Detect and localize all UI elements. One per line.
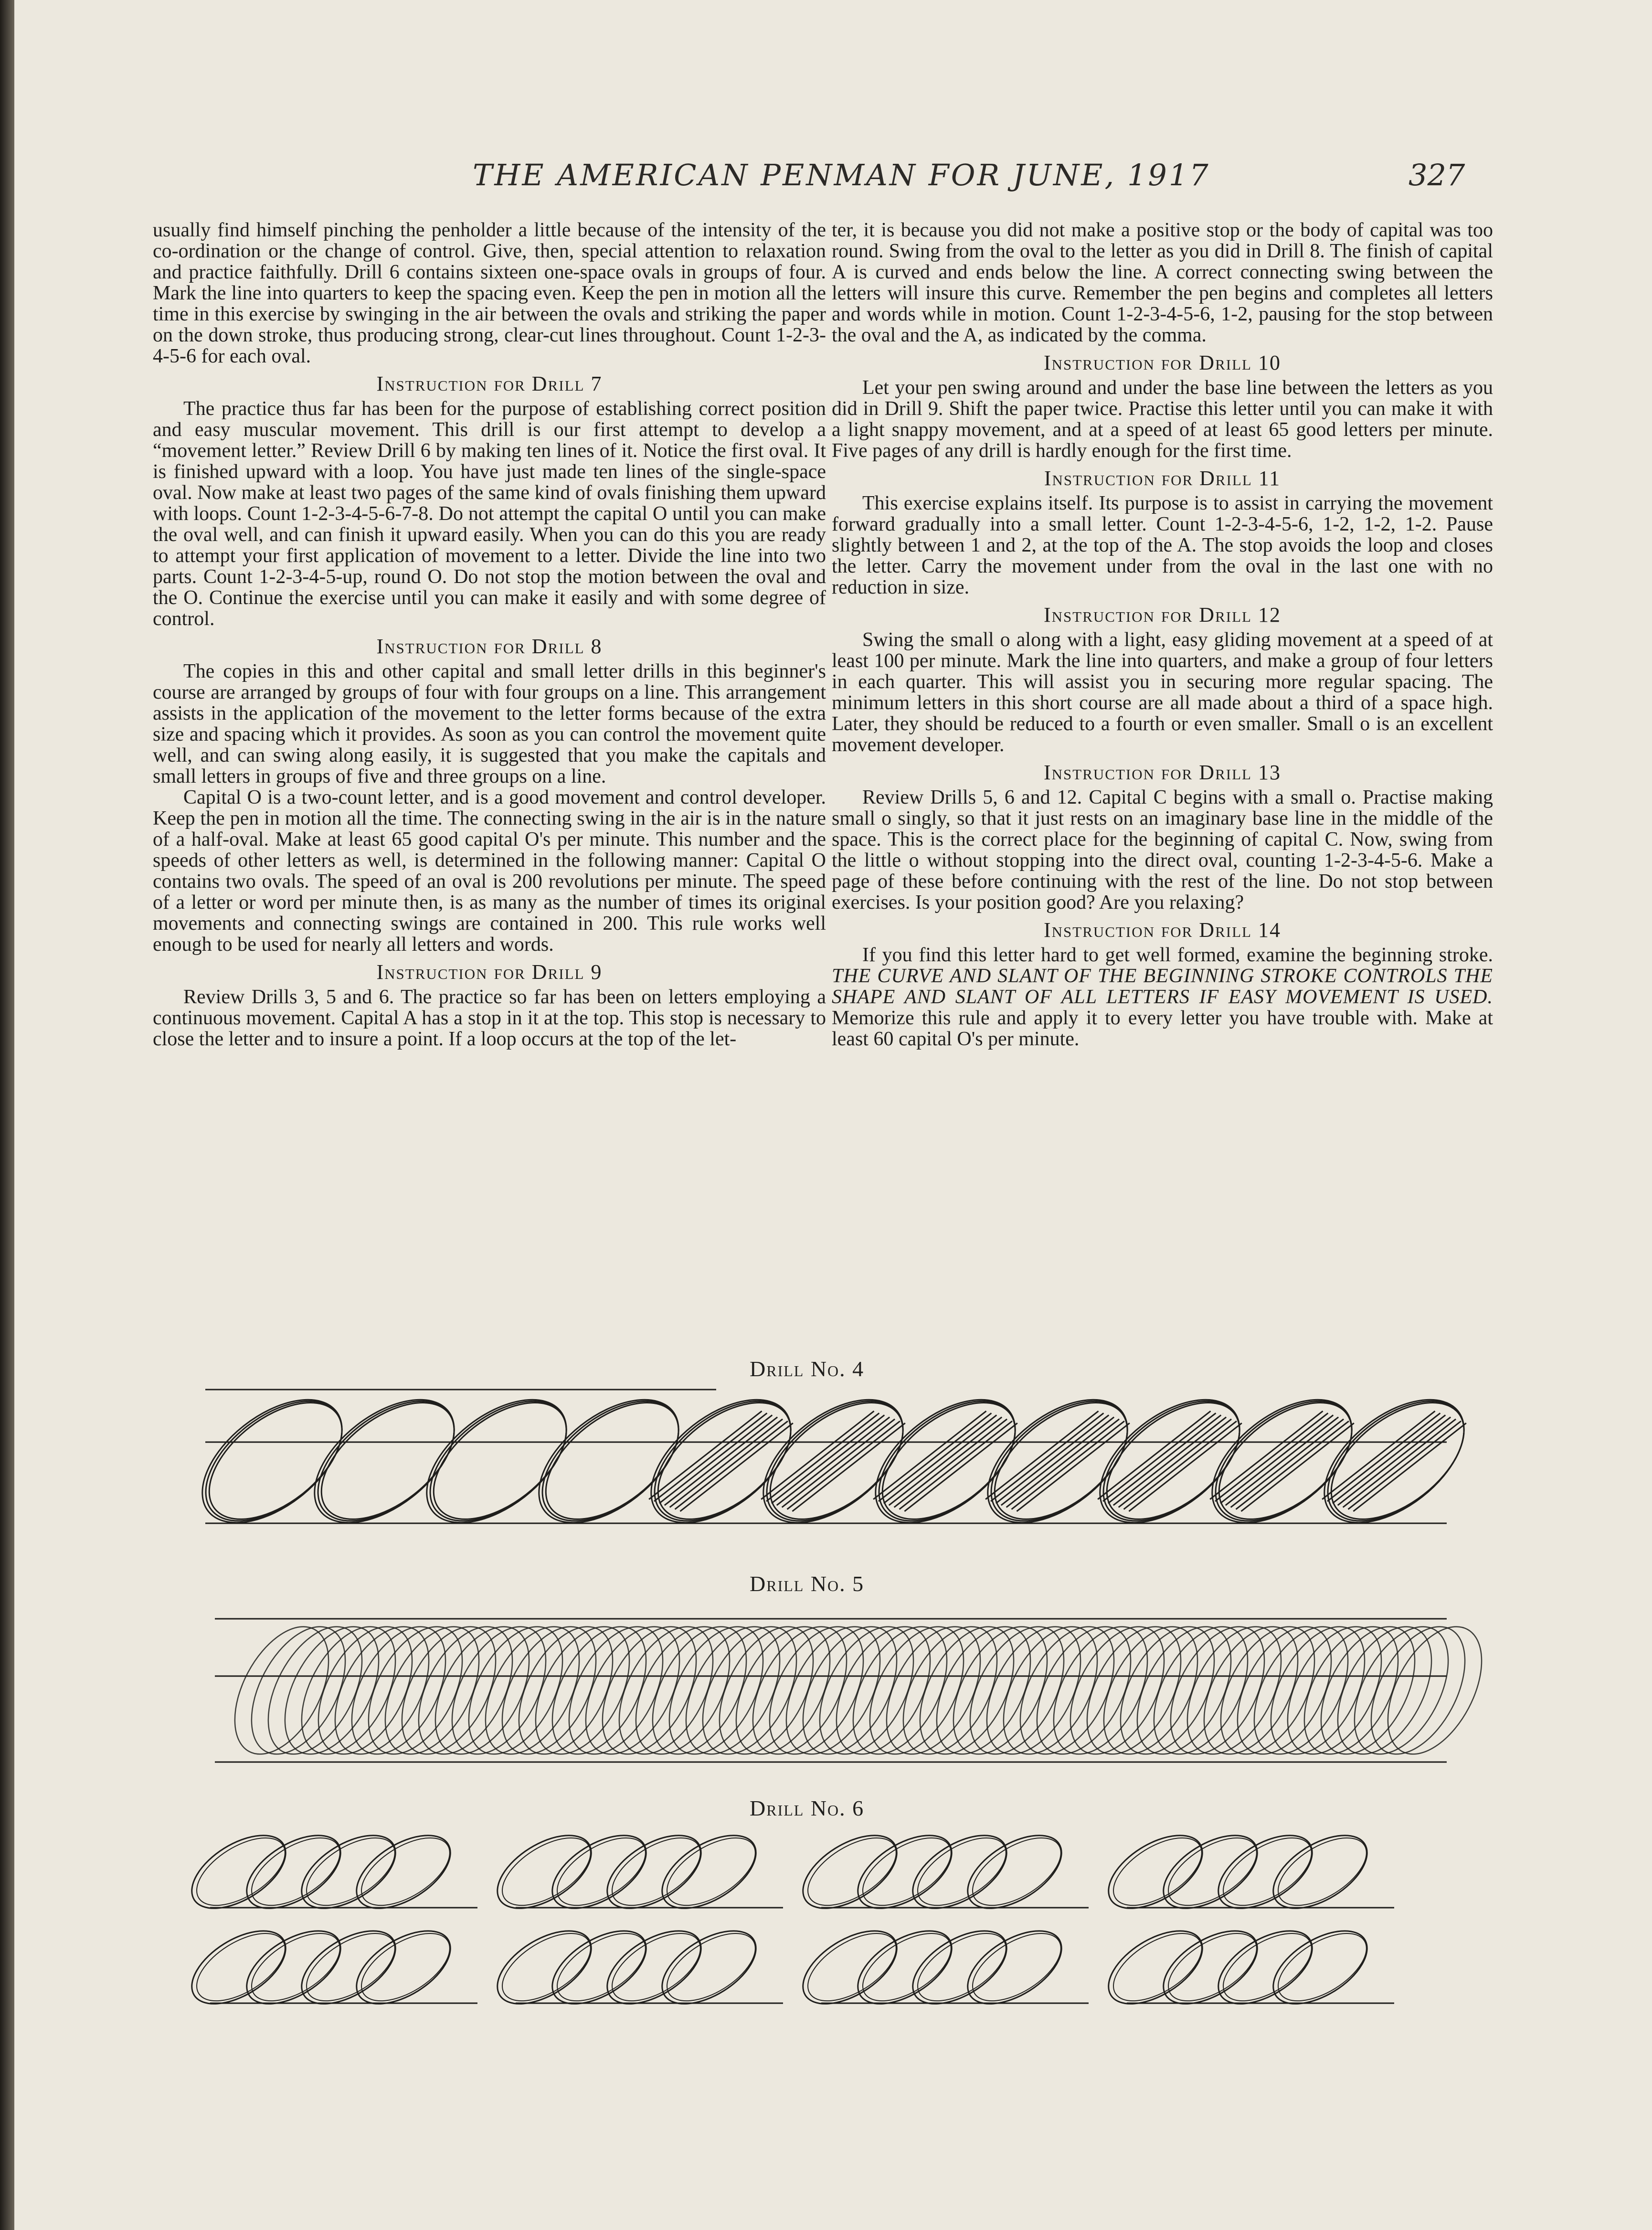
drill-6-oval [485,1829,604,1923]
drill-5-stroke [366,1611,498,1769]
drill-6-oval [650,1829,768,1923]
section-heading-drill-13: Instruction for Drill 13 [1044,761,1281,784]
drill-5-stroke [1118,1611,1250,1769]
page-gutter-shadow [0,0,14,2230]
drill-6-oval [1261,1829,1379,1923]
drill-5-stroke [733,1611,866,1769]
running-title: THE AMERICAN PENMAN FOR JUNE, 1917 [473,158,1210,192]
drill-5-stroke [1235,1611,1367,1769]
drill-5-stroke [917,1611,1049,1769]
drill-5-stroke [700,1611,832,1769]
drill-5-stroke [934,1611,1066,1769]
section-heading-drill-9: Instruction for Drill 9 [376,960,603,984]
drill-5-stroke [416,1611,548,1769]
drill-6-oval [900,1829,1019,1923]
drill-4-oval [629,1385,813,1538]
drill-4-oval [180,1385,364,1538]
drill-6-oval [846,1829,964,1923]
drill-5-stroke [817,1611,949,1769]
drill-5-stroke [884,1611,1016,1769]
drill-5-stroke [349,1611,481,1769]
magazine-page [14,0,1652,2230]
drill-5-stroke [1051,1611,1183,1769]
drill-5-stroke [433,1611,565,1769]
drill-6-oval [234,1829,353,1923]
drill-6-oval [289,1829,408,1923]
drill-5-stroke [1302,1611,1434,1769]
drill-5-stroke [1101,1611,1233,1769]
drill-4-oval [293,1385,477,1538]
paragraph: Swing the small o along with a light, easy gliding movement at a speed of at least 100 per minute. Mark the line into quarters, and make a group of four letters in each quarter. This will assist you in securing more regular spacing. The minimum letters in this short course are all made about a third of a space high. Later, they should be reduced to a fourth or even smaller. Small o is an excellent movement developer. [832,629,1493,756]
drill-5-stroke [850,1611,983,1769]
drill-5-stroke [232,1611,364,1769]
drill-6-oval [1151,1829,1270,1923]
drill-5-stroke [633,1611,765,1769]
drill-4-ovals-illustration [14,1385,1652,1538]
drill-5-stroke [566,1611,699,1769]
drill-5-stroke [616,1611,749,1769]
drill-5-stroke [1134,1611,1267,1769]
section-heading-drill-10: Instruction for Drill 10 [1044,351,1281,374]
paragraph: Review Drills 5, 6 and 12. Capital C begins with a small o. Practise making small o singly, so that it just rests on an imaginary base line in the middle of the space. This is the correct place for the beginning of capital C. Now, swing from the little o without stopping into the direct oval, counting 1-2-3-4-5-6. Make a page of these before continuing with the rest of the line. Do not stop between exercises. Is your position good? Are you relaxing? [832,786,1493,913]
drill-5-stroke [667,1611,799,1769]
drill-5-stroke [1218,1611,1350,1769]
paragraph [832,945,1493,1050]
paragraph: usually find himself pinching the penholder a little because of the intensity of the co-ordination or the change of control. Give, then, special attention to relaxation and practice faithfully. Drill 6 contains sixteen one-space ovals in groups of four. Mark the line into quarters to keep the spacing even. Keep the pen in motion all the time in this exercise by swinging in the air between the ovals and striking the paper on the down stroke, thus producing strong, clear-cut lines throughout. Count 1-2-3-4-5-6 for each oval. [153,219,826,367]
drill-6-title: Drill No. 6 [750,1796,865,1820]
paragraph: Review Drills 3, 5 and 6. The practice so far has been on letters employing a continuous movement. Capital A has a stop in it at the top. This stop is necessary to close the letter and to insure a point. If a loop occurs at the top of the let- [153,986,826,1050]
section-heading-drill-11: Instruction for Drill 11 [1044,467,1281,490]
drill-5-stroke [967,1611,1100,1769]
drill-5-stroke [1034,1611,1166,1769]
drill-5-stroke [533,1611,665,1769]
drill-5-stroke [399,1611,531,1769]
drill-5-stroke [1168,1611,1300,1769]
drill-6-oval [344,1829,463,1923]
drill-5-stroke [316,1611,448,1769]
drill-5-stroke [499,1611,632,1769]
drill-6-oval [180,1829,298,1923]
drill-5-stroke [650,1611,782,1769]
drill-4-oval [741,1385,925,1538]
drill-5-title: Drill No. 5 [750,1572,865,1596]
section-heading-drill-7: Instruction for Drill 7 [376,372,603,395]
drill-6-oval [1206,1829,1324,1923]
drill-5-stroke [299,1611,431,1769]
drill-6-oval [955,1829,1074,1923]
drill-5-stroke [1285,1611,1417,1769]
drill-5-stroke [1368,1611,1501,1769]
drill-5-stroke [1318,1611,1451,1769]
drill-5-stroke [516,1611,648,1769]
drill-4-oval [854,1385,1038,1538]
paragraph: ter, it is because you did not make a positive stop or the body of capital was too round. Swing from the oval to the letter as you did in Drill 8. The finish of capital A is curved and ends below the line. A correct connecting swing between the letters will insure this curve. Remember the pen begins and completes all letters and words while in motion. Count 1-2-3-4-5-6, 1-2, pausing for the stop between the oval and the A, as indicated by the comma. [832,219,1493,346]
drill-5-stroke [683,1611,815,1769]
page-number: 327 [1408,158,1465,192]
drill-5-push-pull-ovals-illustration [14,1604,1652,1776]
drill-4-oval [405,1385,589,1538]
right-column [832,220,1493,1050]
drill-5-stroke [583,1611,715,1769]
drill-5-stroke [1068,1611,1200,1769]
drill-5-stroke [767,1611,899,1769]
drill-5-stroke [449,1611,582,1769]
section-heading-drill-14: Instruction for Drill 14 [1044,918,1281,942]
paragraph: This exercise explains itself. Its purpose is to assist in carrying the movement forward gradually into a small letter. Count 1-2-3-4-5-6, 1-2, 1-2, 1-2. Pause slightly between 1 and 2, at the top of the A. The stop avoids the loop and closes the letter. Carry the movement under from the oval in the last one with no reduction in size. [832,492,1493,598]
drill-5-stroke [717,1611,849,1769]
left-column [153,220,826,1050]
drill-5-stroke [1084,1611,1217,1769]
drill-5-stroke [800,1611,932,1769]
drill-5-stroke [1335,1611,1467,1769]
drill-5-stroke [1352,1611,1484,1769]
drill-5-stroke [282,1611,414,1769]
drill-4-oval [1190,1385,1374,1538]
drill-5-stroke [867,1611,999,1769]
drill-4-oval [1078,1385,1262,1538]
drill-5-stroke [1251,1611,1384,1769]
drill-5-stroke [1268,1611,1400,1769]
section-heading-drill-12: Instruction for Drill 12 [1044,603,1281,627]
drill-6-oval [540,1829,658,1923]
drill-4-oval [1303,1385,1486,1538]
drill-5-stroke [249,1611,381,1769]
drill-5-stroke [784,1611,916,1769]
drill-5-stroke [1017,1611,1150,1769]
drill-5-stroke [215,1611,348,1769]
drill-6-oval-groups-illustration [14,1829,1652,2029]
drill-6-oval [791,1829,909,1923]
drill-5-stroke [466,1611,598,1769]
paragraph-text: If you find this letter hard to get well formed, examine the beginning stroke. [862,944,1493,966]
drill-4-oval [966,1385,1150,1538]
paragraph: The copies in this and other capital and small letter drills in this beginner's course are arranged by groups of four with four groups on a line. This arrangement assists in the application of the movement to the letter forms because of the extra size and spacing which it provides. As soon as you can control the movement quite well, and can swing along easily, it is suggested that you make the capitals and small letters in groups of five and three groups on a line. [153,660,826,787]
drill-5-stroke [265,1611,398,1769]
drill-5-stroke [750,1611,882,1769]
drill-5-stroke [1001,1611,1133,1769]
paragraph: The practice thus far has been for the purpose of establishing correct position and easy muscular movement. This drill is our first attempt to develop a “movement letter.” Review Drill 6 by making ten lines of it. Notice the first oval. It is finished upward with a loop. You have just made ten lines of the single-space oval. Now make at least two pages of the same kind of ovals finishing them upward with loops. Count 1-2-3-4-5-6-7-8. Do not attempt the capital O until you can make the oval well, and can finish it upward easily. When you can do this you are ready to attempt your first application of movement to a letter. Divide the line into two parts. Count 1-2-3-4-5-up, round O. Do not stop the motion between the oval and the O. Continue the exercise until you can make it easily and with some degree of control. [153,398,826,630]
paragraph-text: Memorize this rule and apply it to every letter you have trouble with. Make at least 60 capital O's per minute. [832,1007,1493,1050]
drill-4-title: Drill No. 4 [750,1357,865,1381]
paragraph: Let your pen swing around and under the base line between the letters as you did in Drill 9. Shift the paper twice. Practise this letter until you can make it with a light snappy movement, and at a speed of at least 65 good letters per minute. Five pages of any drill is hardly enough for the first time. [832,377,1493,462]
drill-5-stroke [483,1611,615,1769]
drill-6-oval [1096,1829,1215,1923]
capitalized-rule: THE CURVE AND SLANT OF THE BEGINNING STROKE CONTROLS THE SHAPE AND SLANT OF ALL LETTERS IF EASY MOVEMENT IS USED. [832,965,1493,1008]
drill-5-stroke [1201,1611,1334,1769]
drill-5-stroke [984,1611,1116,1769]
section-heading-drill-8: Instruction for Drill 8 [376,635,603,658]
drill-5-stroke [951,1611,1083,1769]
drill-4-oval [517,1385,701,1538]
drill-5-stroke [550,1611,682,1769]
drill-6-oval [595,1829,713,1923]
drill-5-stroke [600,1611,732,1769]
drill-5-stroke [834,1611,966,1769]
drill-5-stroke [1185,1611,1317,1769]
drill-5-stroke [900,1611,1033,1769]
drill-5-stroke [1151,1611,1283,1769]
drill-5-stroke [332,1611,465,1769]
drill-5-stroke [382,1611,515,1769]
paragraph: Capital O is a two-count letter, and is a good movement and control developer. Keep the pen in motion all the time. The connecting swing in the air is in the nature of a half-oval. Make at least 65 good capital O's per minute. This number and the speeds of other letters as well, is determined in the following manner: Capital O contains two ovals. The speed of an oval is 200 revolutions per minute. The speed of a letter or word per minute then, is as many as the number of times its original movements and connecting swings are contained in 200. This rule works well enough to be used for nearly all letters and words. [153,786,826,956]
